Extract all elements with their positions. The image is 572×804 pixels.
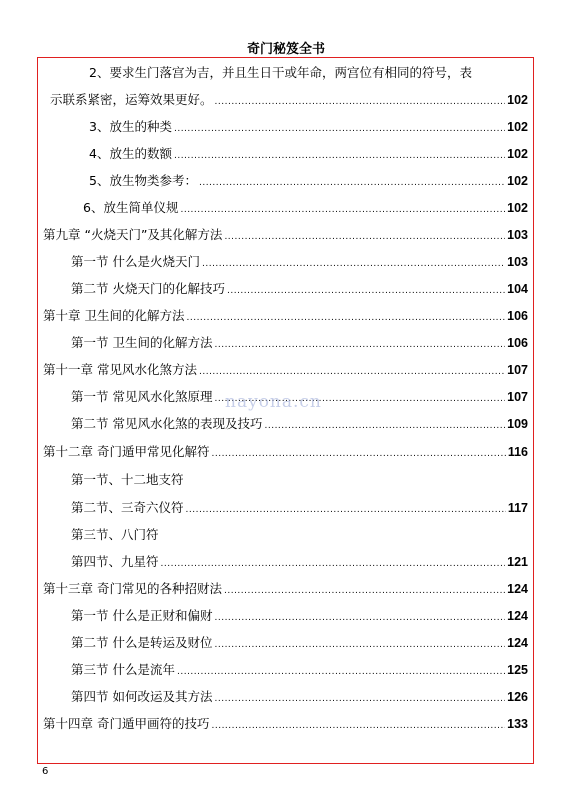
toc-leader-dots — [224, 228, 505, 246]
toc-entry[interactable] — [89, 145, 528, 163]
toc-leader-dots — [214, 609, 505, 627]
toc-entry-page: 124 — [507, 582, 528, 596]
toc-entry-page: 133 — [507, 717, 528, 731]
toc-entry-page: 106 — [507, 336, 528, 350]
toc-section-entry[interactable] — [71, 607, 528, 625]
toc-entry-text: 4、放生的数额 — [89, 146, 172, 161]
toc-entry-page: 124 — [507, 609, 528, 623]
toc-entry-page: 125 — [507, 663, 528, 677]
toc-entry-page: 116 — [507, 445, 528, 459]
toc-leader-dots — [215, 93, 506, 111]
toc-entry-page: 102 — [507, 201, 528, 215]
toc-entry-text: 第二节 什么是转运及财位 — [71, 635, 213, 650]
toc-entry-text: 5、放生物类参考： — [89, 173, 197, 188]
toc-entry-text: 6、放生简单仪规 — [83, 200, 179, 215]
toc-section-entry[interactable]: 第三节、八门符 — [71, 527, 159, 542]
toc-chapter-entry[interactable] — [43, 307, 528, 325]
toc-entry[interactable] — [50, 91, 528, 109]
toc-entry-text: 第四节 如何改运及其方法 — [71, 689, 213, 704]
toc-entry-page: 107 — [507, 363, 528, 377]
toc-entry[interactable] — [89, 118, 528, 136]
toc-entry-text: 第十四章 奇门遁甲画符的技巧 — [43, 716, 210, 731]
toc-section-entry[interactable] — [71, 334, 528, 352]
toc-entry-page: 103 — [507, 255, 528, 269]
toc-leader-dots — [214, 336, 505, 354]
toc-entry-text: 第三节 什么是流年 — [71, 662, 175, 677]
toc-entry-text: 第一节 常见风水化煞原理 — [71, 389, 213, 404]
toc-entry-page: 106 — [507, 309, 528, 323]
toc-leader-dots — [199, 174, 505, 192]
toc-leader-dots — [174, 120, 505, 138]
toc-chapter-entry[interactable] — [43, 443, 528, 461]
toc-leader-dots — [264, 417, 505, 435]
toc-entry-page: 102 — [507, 174, 528, 188]
toc-leader-dots — [224, 582, 505, 600]
toc-section-entry[interactable] — [71, 280, 528, 298]
toc-leader-dots — [161, 555, 506, 573]
toc-chapter-entry[interactable] — [43, 580, 528, 598]
toc-leader-dots — [214, 690, 505, 708]
toc-entry-page: 109 — [507, 417, 528, 431]
toc-entry-text: 第四节、九星符 — [71, 554, 159, 569]
toc-section-entry[interactable]: 第一节、十二地支符 — [71, 472, 184, 487]
toc-entry-text: 第九章 “火烧天门”及其化解方法 — [43, 227, 223, 242]
toc-entry-page: 103 — [507, 228, 528, 242]
toc-section-entry[interactable] — [71, 253, 528, 271]
toc-entry-page: 121 — [507, 555, 528, 569]
toc-entry-text: 第二节 火烧天门的化解技巧 — [71, 281, 225, 296]
toc-chapter-entry[interactable] — [43, 226, 528, 244]
toc-entry-text: 第十一章 常见风水化煞方法 — [43, 362, 197, 377]
toc-entry-text: 第十三章 奇门常见的各种招财法 — [43, 581, 222, 596]
toc-section-entry[interactable] — [71, 661, 528, 679]
page-number: 6 — [42, 766, 49, 777]
toc-section-entry[interactable] — [71, 688, 528, 706]
toc-leader-dots — [177, 663, 505, 681]
toc-leader-dots — [202, 255, 505, 273]
toc-section-entry[interactable] — [71, 499, 528, 517]
watermark: nayona.cn — [225, 392, 322, 412]
toc-leader-dots — [211, 717, 505, 735]
toc-entry-page: 124 — [507, 636, 528, 650]
toc-entry-text: 第一节 卫生间的化解方法 — [71, 335, 213, 350]
toc-leader-dots — [186, 309, 505, 327]
toc-entry-page: 102 — [507, 120, 528, 134]
toc-chapter-entry[interactable] — [43, 715, 528, 733]
toc-leader-dots — [180, 201, 505, 219]
toc-chapter-entry[interactable] — [43, 361, 528, 379]
toc-first-line: 2、要求生门落宫为吉，并且生日干或年命，两宫位有相同的符号，表 — [89, 65, 472, 80]
toc-entry-page: 126 — [507, 690, 528, 704]
toc-section-entry[interactable] — [71, 415, 528, 433]
toc-entry-text: 第二节 常见风水化煞的表现及技巧 — [71, 416, 263, 431]
toc-entry-text: 3、放生的种类 — [89, 119, 172, 134]
toc-leader-dots — [211, 445, 505, 463]
toc-entry-page: 117 — [507, 501, 528, 515]
toc-entry-text: 第一节 什么是火烧天门 — [71, 254, 200, 269]
toc-entry-page: 102 — [507, 147, 528, 161]
toc-entry-page: 107 — [507, 390, 528, 404]
toc-leader-dots — [174, 147, 505, 165]
toc-entry-page: 102 — [507, 93, 528, 107]
page-title: 奇门秘笈全书 — [246, 42, 325, 57]
toc-entry-text: 第一节 什么是正财和偏财 — [71, 608, 213, 623]
toc-leader-dots — [214, 636, 505, 654]
toc-leader-dots — [199, 363, 505, 381]
toc-section-entry[interactable] — [71, 553, 528, 571]
toc-section-entry[interactable] — [71, 634, 528, 652]
toc-entry-text: 第十章 卫生间的化解方法 — [43, 308, 185, 323]
toc-entry-text: 示联系紧密，运筹效果更好。 — [50, 92, 213, 107]
toc-entry-text: 第十二章 奇门遁甲常见化解符 — [43, 444, 210, 459]
toc-leader-dots — [186, 501, 506, 519]
toc-leader-dots — [227, 282, 505, 300]
toc-entry[interactable] — [89, 172, 528, 190]
toc-entry[interactable] — [83, 199, 528, 217]
toc-entry-page: 104 — [507, 282, 528, 296]
toc-entry-text: 第二节、三奇六仪符 — [71, 500, 184, 515]
